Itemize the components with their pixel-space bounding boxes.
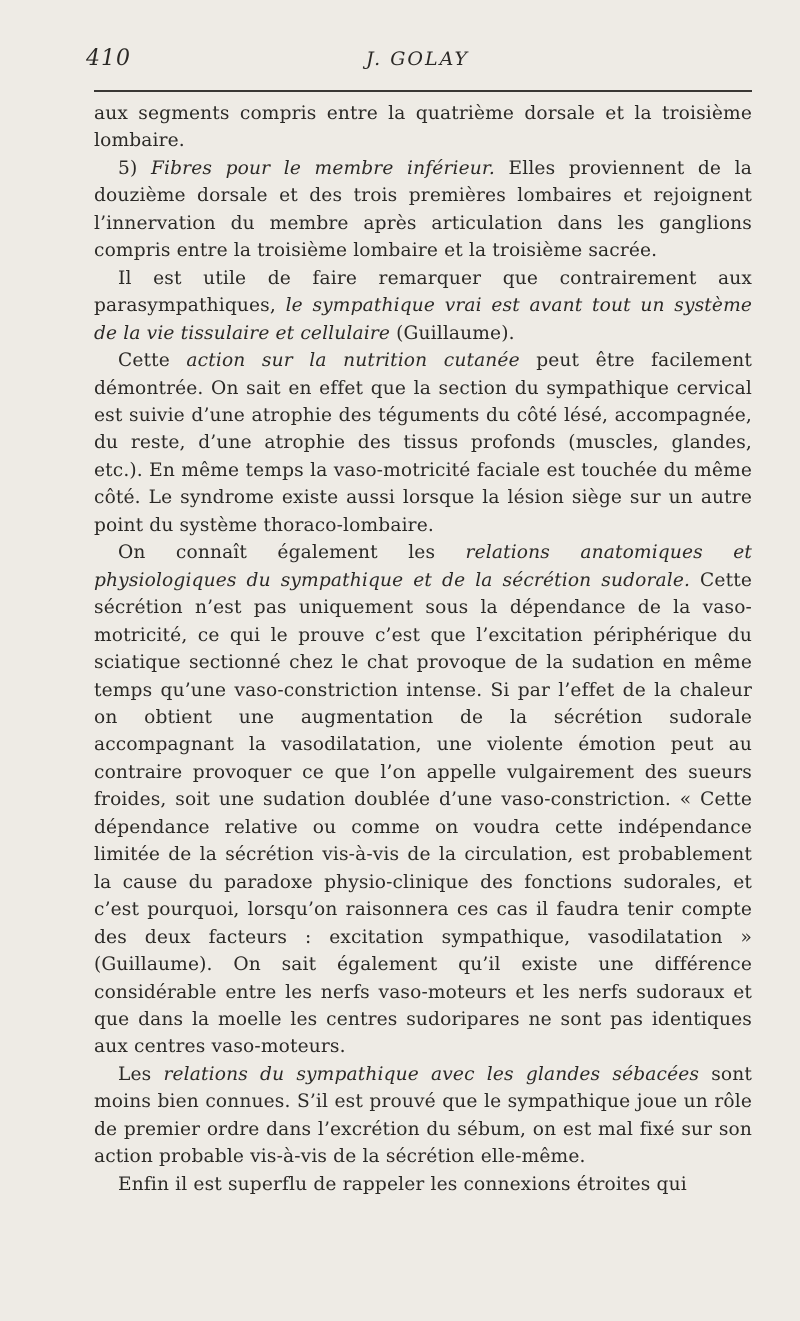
paragraph-3-text-b: (Guillaume). [390, 322, 515, 344]
paragraph-6 [94, 1061, 752, 1171]
section-title: Fibres pour le membre inférieur. [150, 157, 495, 179]
paragraph-2-text: Elles proviennent de la douzième dorsale et des trois premières lombaires et rejoignent l’innervation du membre après articulation dans les ganglions compris entre la troisième lombaire et la troisième sacrée. [94, 157, 752, 262]
paragraph-1: aux segments compris entre la quatrième dorsale et la troisième lombaire. [94, 103, 752, 152]
paragraph-6-text-a: Les [118, 1063, 164, 1085]
paragraph-4-italic: action sur la nutrition cutanée [186, 350, 520, 372]
paragraph-6-italic: relations du sympathique avec les glandes sébacées [163, 1063, 700, 1085]
body-text [94, 100, 752, 1198]
paragraph-5 [94, 539, 752, 1061]
running-head: J. GOLAY [366, 48, 470, 70]
paragraph-4 [94, 347, 752, 539]
paragraph-4-text-b: peut être facilement démontrée. On sait en effet que la section du sympathique cervical est suivie d’une atrophie des téguments du côté lésé, accompagnée, du reste, d’une atrophie des tissus profonds (muscles, glandes, etc.). En même temps la vaso-motricité faciale est touchée du même côté. Le syndrome existe aussi lorsque la lésion siège sur un autre point du système thoraco-lombaire. [94, 350, 752, 536]
paragraph-3-italic: le sympathique vrai est avant tout un système de la vie tissulaire et cellulaire [94, 295, 753, 344]
paragraph-5-text-a: On connaît également les [118, 542, 466, 564]
header-rule [94, 90, 752, 92]
paragraph-3 [94, 265, 752, 347]
list-marker: 5) [118, 157, 151, 179]
paragraph-4-text-a: Cette [118, 350, 187, 372]
page-header [86, 46, 752, 76]
paragraph-3-text-a: Il est utile de faire remarquer que contrairement aux parasympathiques, [94, 267, 752, 317]
paragraph-6-text-b: sont moins bien connues. S’il est prouvé que le sympathique joue un rôle de premier ordre dans l’excrétion du sébum, on est mal fixé sur son action probable vis-à-vis de la sécrétion elle-même. [94, 1063, 752, 1168]
paragraph-5-italic: relations anatomiques et physiologiques du sympathique et de la sécrétion sudorale. [94, 542, 752, 591]
page-number: 410 [86, 46, 131, 71]
paragraph-5-text-b: Cette sécrétion n’est pas uniquement sous la dépendance de la vaso-motricité, ce qui le prouve c’est que l’excitation périphérique du sciatique sectionné chez le chat provoque de la sudation en même temps qu’une vaso-constriction intense. Si par l’effet de la chaleur on obtient une augmentation de la sécrétion sudorale accompagnant la vasodilatation, une violente émotion peut au contraire provoquer ce que l’on appelle vulgairement des sueurs froides, soit une sudation doublée d’une vaso-constriction. « Cette dépendance relative ou comme on voudra cette indépendance limitée de la sécrétion vis-à-vis de la circulation, est probablement la cause du paradoxe physio-clinique des fonctions sudorales, et c’est pourquoi, lorsqu’on raisonnera ces cas il faudra tenir compte des deux facteurs : excitation sympathique, vasodilatation » (Guillaume). On sait également qu’il existe une différence considérable entre les nerfs vaso-moteurs et les nerfs sudoraux et que dans la moelle les centres sudoripares ne sont pas identiques aux centres vaso-moteurs. [94, 569, 752, 1058]
paragraph-2 [94, 155, 752, 265]
paragraph-7: Enfin il est superflu de rappeler les connexions étroites qui [118, 1173, 687, 1195]
